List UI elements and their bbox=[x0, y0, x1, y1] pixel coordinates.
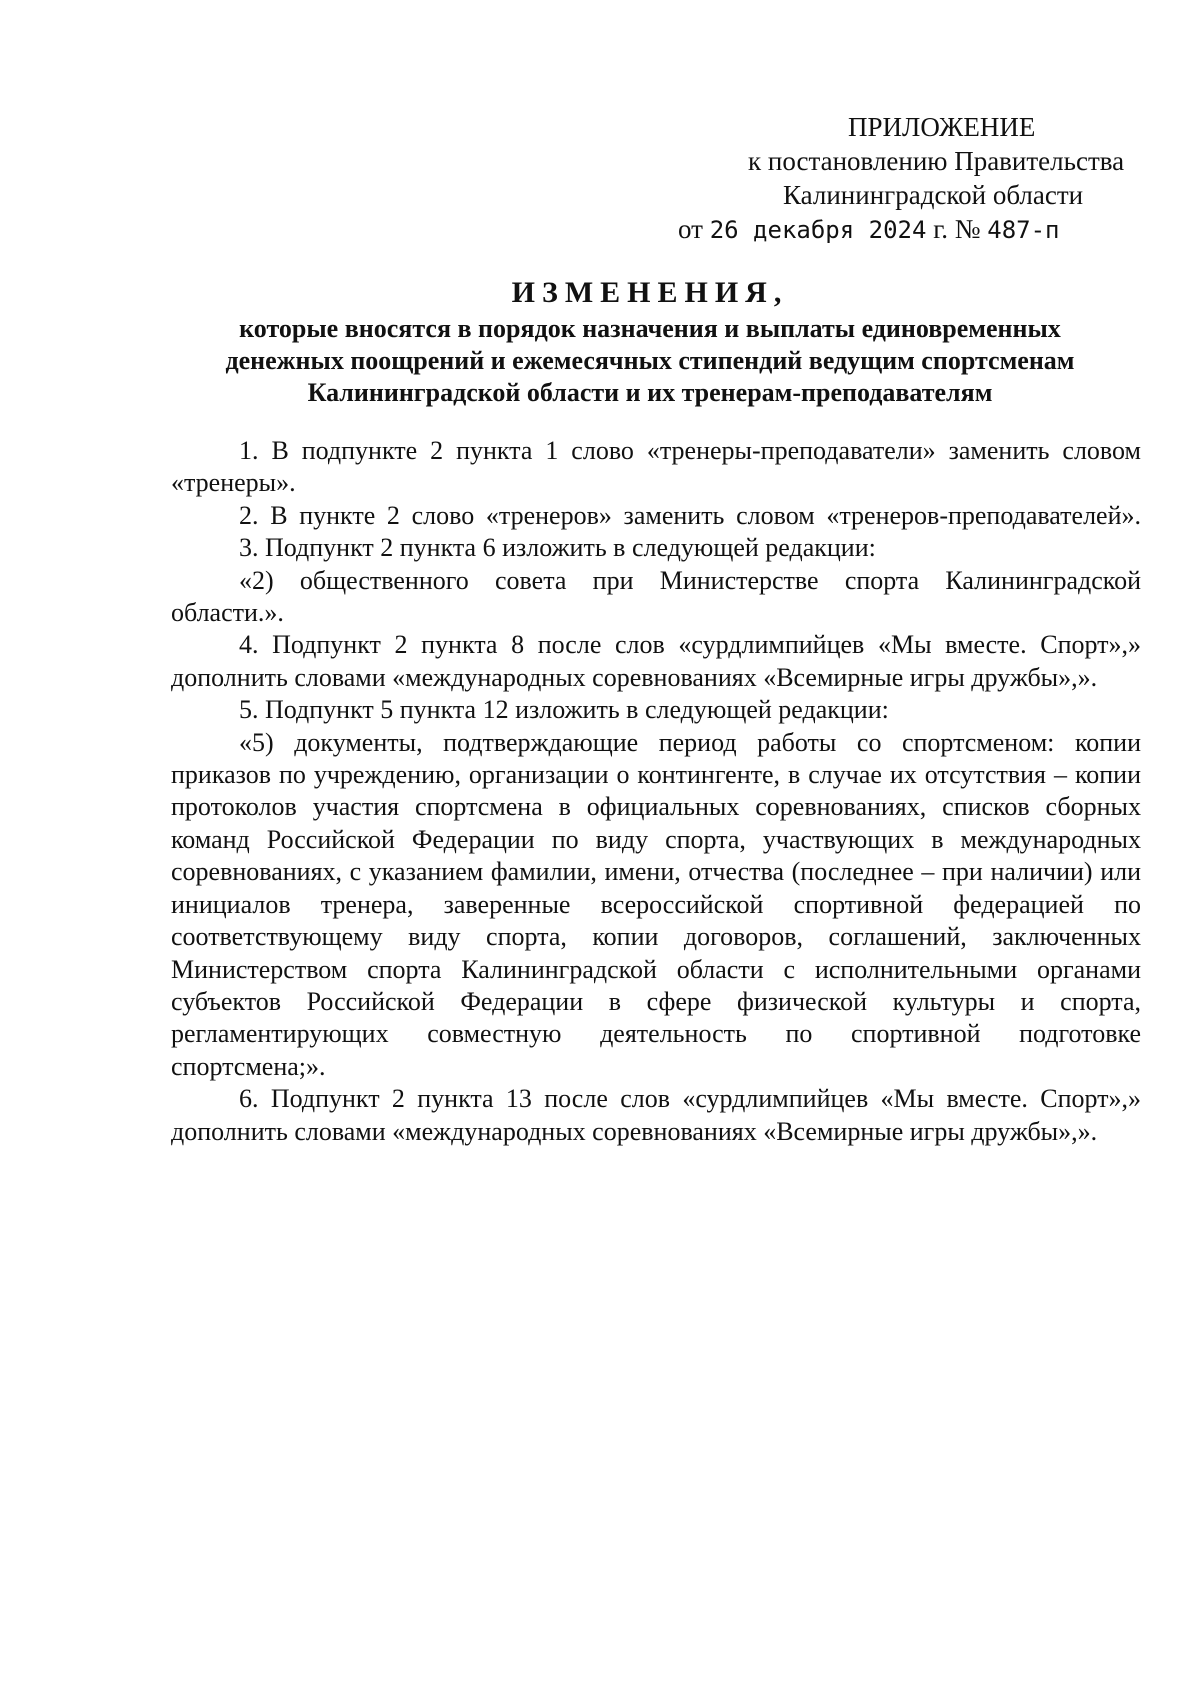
heading-subtitle-line-3: Калининградской области и их тренерам-преподавателям bbox=[307, 378, 993, 407]
heading-subtitle-line-2: денежных поощрений и ежемесячных стипендий ведущим спортсменам bbox=[225, 346, 1075, 375]
paragraph-6: 5. Подпункт 5 пункта 12 изложить в следующей редакции: bbox=[239, 695, 889, 725]
document-heading bbox=[150, 273, 1150, 409]
paragraph-8: 6. Подпункт 2 пункта 13 после слов «сурдлимпийцев «Мы вместе. Спорт»,» дополнить словами «международных соревнованиях «Всемирные игры дружбы»,». bbox=[171, 1084, 1141, 1146]
appendix-label: ПРИЛОЖЕНИЕ bbox=[848, 112, 1036, 142]
appendix-date-line bbox=[660, 212, 1140, 247]
paragraph-2: 2. В пункте 2 слово «тренеров» заменить словом «тренеров-преподавателей». bbox=[239, 500, 1141, 530]
paragraph-4: «2) общественного совета при Министерстве спорта Калининградской области.». bbox=[171, 565, 1141, 628]
paragraph-5: 4. Подпункт 2 пункта 8 после слов «сурдлимпийцев «Мы вместе. Спорт»,» дополнить словами «международных соревнованиях «Всемирные игры дружбы»,». bbox=[171, 630, 1141, 692]
paragraph-7: «5) документы, подтверждающие период работы со спортсменом: копии приказов по учреждению, организации о контингенте, в случае их отсутствия – копии протоколов участия спортсмена в официальных соревнованиях, списков сборных команд Российской Федерации по виду спорта, участвующих в международных соревнованиях, с указанием фамилии, имени, отчества (последнее – при наличии) или инициалов тренера, заверенные всероссийской спортивной федерацией по соответствующему виду спорта, копии договоров, соглашений, заключенных Министерством спорта Калининградской области с исполнительными органами субъектов Российской Федерации в сфере физической культуры и спорта, регламентирующих совместную деятельность по спортивной подготовке спортсмена;». bbox=[171, 727, 1141, 1081]
heading-title: ИЗМЕНЕНИЯ, bbox=[511, 276, 789, 309]
appendix-block bbox=[660, 110, 1140, 247]
date-value: 26 декабря 2024 bbox=[709, 216, 927, 244]
heading-subtitle-line-1: которые вносятся в порядок назначения и выплаты единовременных bbox=[239, 314, 1061, 343]
date-prefix: от bbox=[678, 214, 703, 244]
resolution-number: 487-п bbox=[987, 216, 1060, 244]
document-body bbox=[171, 435, 1141, 1148]
paragraph-1: 1. В подпункте 2 пункта 1 слово «тренеры-преподаватели» заменить словом «тренеры». bbox=[171, 436, 1141, 498]
paragraph-3: 3. Подпункт 2 пункта 6 изложить в следующей редакции: bbox=[239, 533, 876, 563]
year-suffix: г. № bbox=[933, 214, 981, 244]
appendix-resolution: к постановлению Правительства bbox=[748, 146, 1125, 176]
appendix-region: Калининградской области bbox=[783, 180, 1084, 210]
